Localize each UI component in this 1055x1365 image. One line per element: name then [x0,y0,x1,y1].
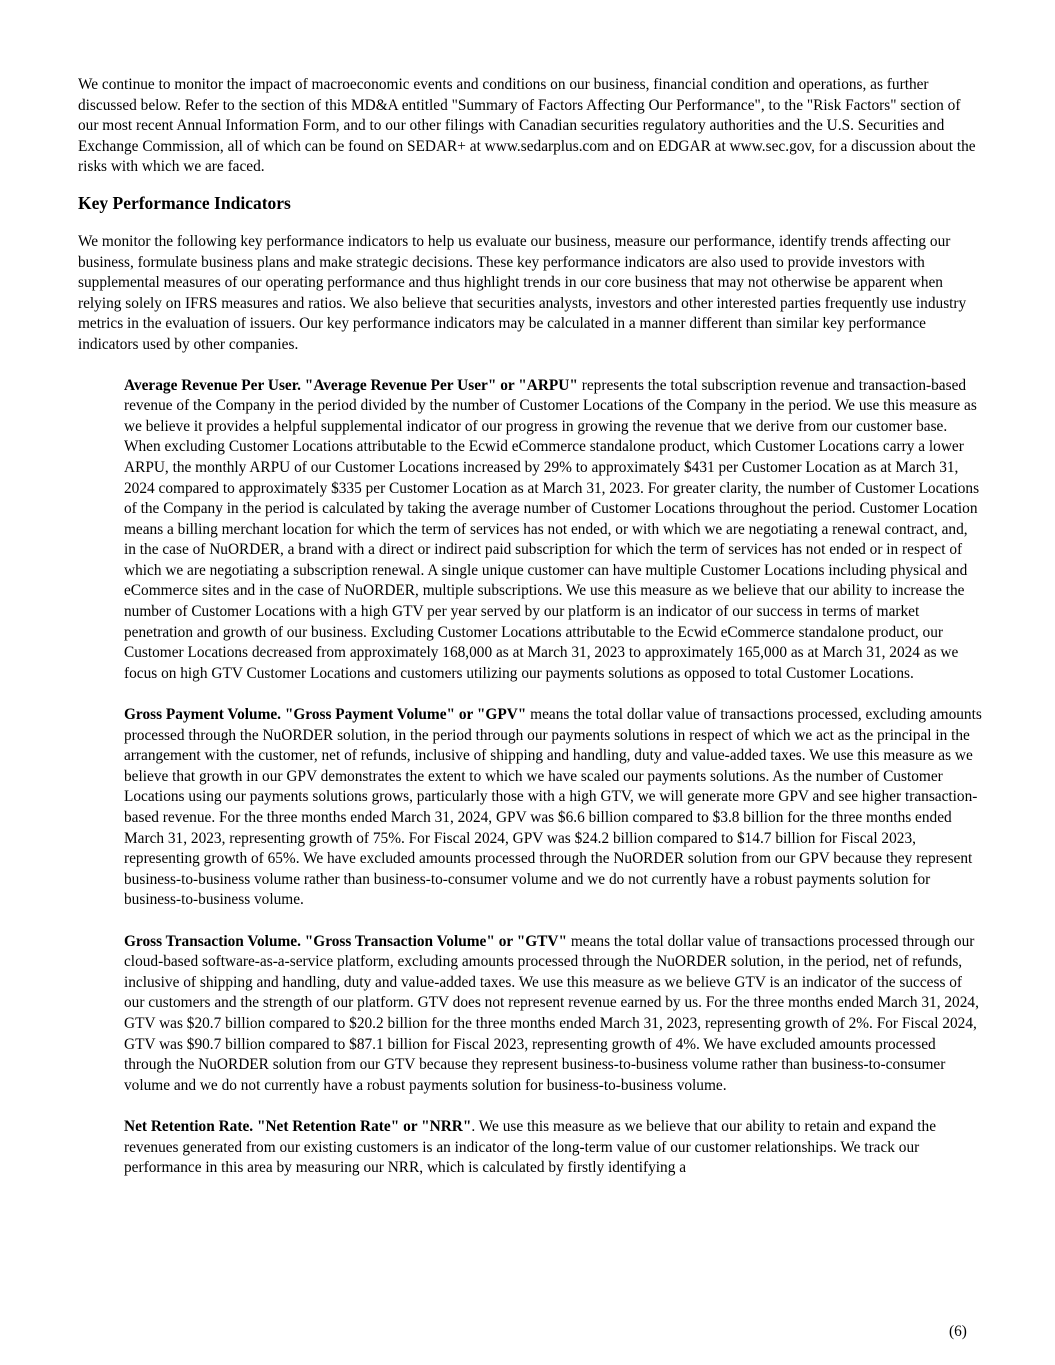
intro-paragraph: We continue to monitor the impact of macroeconomic events and conditions on our business, financial condition and operations, as further discussed below. Refer to the section of this MD&A entitled "Summary of Factors Affecting Our Performance", to the "Risk Factors" section of our most recent Annual Information Form, and to our other filings with Canadian securities regulatory authorities and the U.S. Securities and Exchange Commission, all of which can be found on SEDAR+ at www.sedarplus.com and on EDGAR at www.sec.gov, for a discussion about the risks with which we are faced. [78,76,976,176]
kpi-nrr-paragraph [124,1117,982,1179]
kpi-gpv-paragraph [124,705,982,911]
section-heading: Key Performance Indicators [78,192,291,213]
kpi-nrr-term: Net Retention Rate. "Net Retention Rate" or "NRR" [124,1117,472,1135]
kpi-gpv-term: Gross Payment Volume. "Gross Payment Volume" or "GPV" [124,706,527,724]
kpi-gpv-body: means the total dollar value of transactions processed, excluding amounts processed through the NuORDER solution, in the period through our payments solutions in respect of which we act as the principal in the arrangement with the customer, net of refunds, inclusive of shipping and handling, duty and value-added taxes. We use this measure as we believe that growth in our GPV demonstrates the extent to which we have scaled our payments solutions. As the number of Customer Locations using our payments solutions grows, particularly those with a high GTV, we will generate more GPV and see higher transaction-based revenue. For the three months ended March 31, 2024, GPV was $6.6 billion compared to $3.8 billion for the three months ended March 31, 2023, representing growth of 75%. For Fiscal 2024, GPV was $24.2 billion compared to $14.7 billion for Fiscal 2023, representing growth of 65%. We have excluded amounts processed through the NuORDER solution from our GPV because they represent business-to-business volume rather than business-to-consumer volume and we do not currently have a robust payments solution for business-to-business volume. [124,706,982,909]
kpi-gtv-body: means the total dollar value of transactions processed through our cloud-based software-as-a-service platform, excluding amounts processed through the NuORDER solution, in the period, net of refunds, inclusive of shipping and handling, duty and value-added taxes. We use this measure as we believe GTV is an indicator of the success of our customers and the strength of our platform. GTV does not represent revenue earned by us. For the three months ended March 31, 2024, GTV was $20.7 billion compared to $20.2 billion for the three months ended March 31, 2023, representing growth of 2%. For Fiscal 2024, GTV was $90.7 billion compared to $87.1 billion for Fiscal 2023, representing growth of 4%. We have excluded amounts processed through the NuORDER solution from our GTV because they represent business-to-business volume rather than business-to-consumer volume and we do not currently have a robust payments solution for business-to-business volume. [124,932,979,1094]
document-page [78,75,982,1179]
kpi-arpu-term: Average Revenue Per User. "Average Revenue Per User" or "ARPU" [124,376,578,394]
kpi-nrr-body: . We use this measure as we believe that our ability to retain and expand the revenues generated from our existing customers is an indicator of the long-term value of our customer relationships. We track our performance in this area by measuring our NRR, which is calculated by firstly identifying a [124,1117,937,1177]
kpi-gtv-term: Gross Transaction Volume. "Gross Transaction Volume" or "GTV" [124,932,568,950]
kpi-arpu-body: represents the total subscription revenue and transaction-based revenue of the Company in the period divided by the number of Customer Locations of the Company in the period. We use this measure as we believe it provides a helpful supplemental indicator of our progress in growing the revenue that we derive from our customer base. When excluding Customer Locations attributable to the Ecwid eCommerce standalone product, which Customer Locations carry a lower ARPU, the monthly ARPU of our Customer Locations increased by 29% to approximately $431 per Customer Location as at March 31, 2024 compared to approximately $335 per Customer Location as at March 31, 2023. For greater clarity, the number of Customer Locations of the Company in the period is calculated by taking the average number of Customer Locations throughout the period. Customer Location means a billing merchant location for which the term of services has not ended, or with which we are negotiating a renewal contract, and, in the case of NuORDER, a brand with a direct or indirect paid subscription for which the term of services has not ended or in respect of which we are negotiating a subscription renewal. A single unique customer can have multiple Customer Locations including physical and eCommerce sites and in the case of NuORDER, multiple subscriptions. We use this measure as we believe that our ability to increase the number of Customer Locations with a high GTV per year served by our platform is an indicator of our success in terms of market penetration and growth of our business. Excluding Customer Locations attributable to the Ecwid eCommerce standalone product, our Customer Locations decreased from approximately 168,000 as at March 31, 2023 to approximately 165,000 as at March 31, 2024 as we focus on high GTV Customer Locations and customers utilizing our payments solutions as opposed to total Customer Locations. [124,376,980,682]
kpi-gtv-paragraph [124,932,982,1097]
kpi-arpu-paragraph [124,376,982,685]
page-number: (6) [949,1323,967,1340]
kpi-intro-paragraph: We monitor the following key performance indicators to help us evaluate our business, measure our performance, identify trends affecting our business, formulate business plans and make strategic decisions. These key performance indicators are also used to provide investors with supplemental measures of our operating performance and thus highlight trends in our core business that may not otherwise be apparent when relying solely on IFRS measures and ratios. We also believe that securities analysts, investors and other interested parties frequently use industry metrics in the evaluation of issuers. Our key performance indicators may be calculated in a manner different than similar key performance indicators used by other companies. [78,232,967,353]
